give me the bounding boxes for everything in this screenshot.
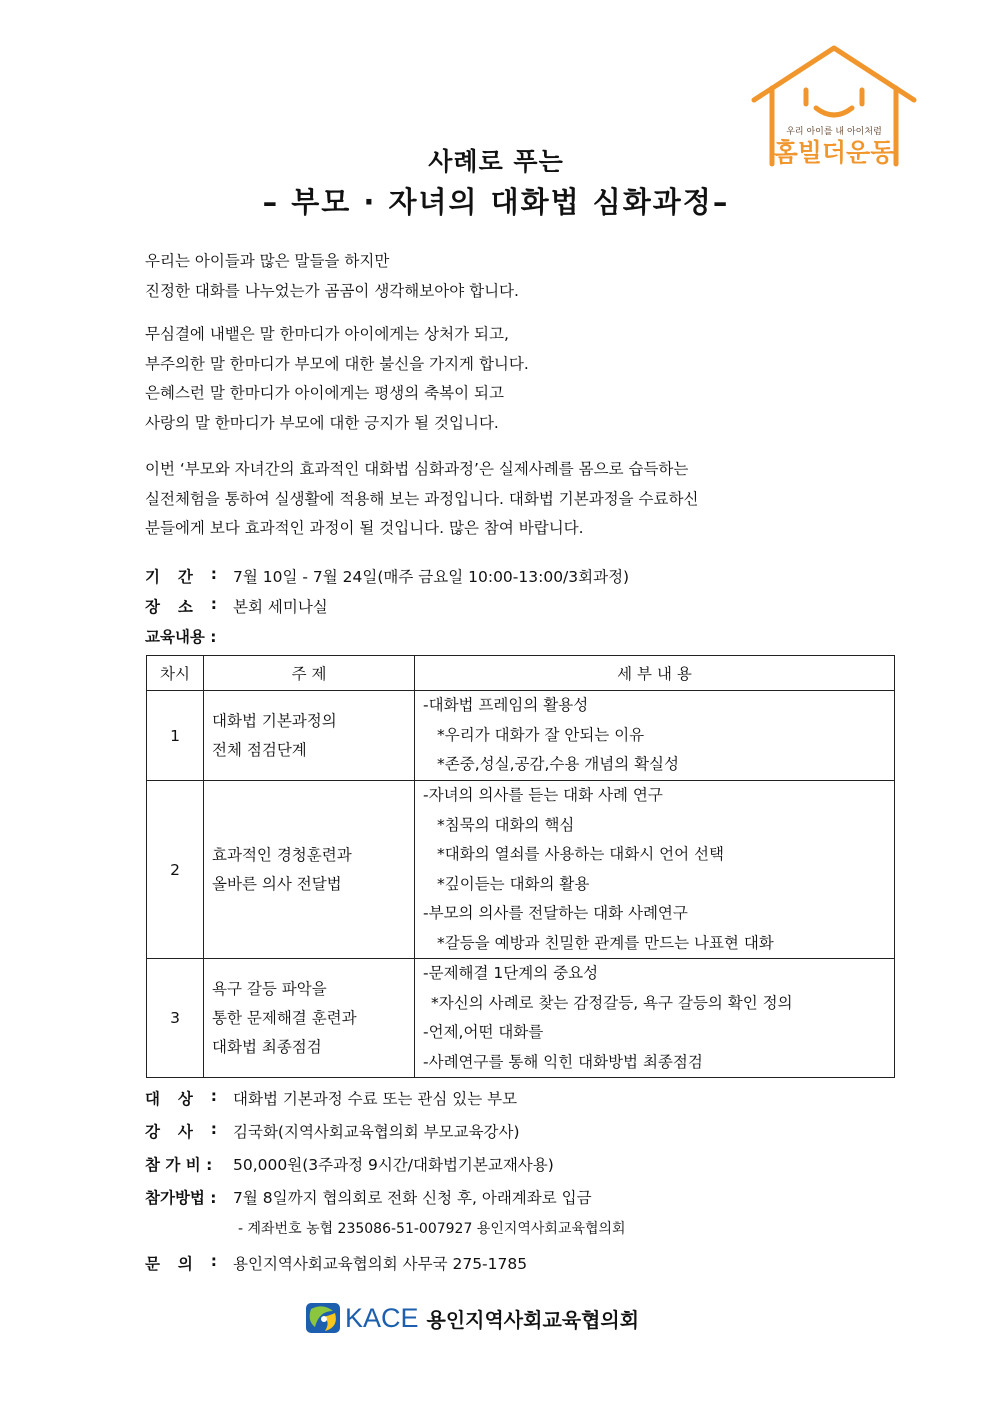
header-details: 세 부 내 용: [415, 656, 895, 691]
period-row: [145, 565, 629, 587]
session-number: 1: [147, 691, 204, 781]
table-row: [147, 781, 895, 959]
target-row: [145, 1087, 517, 1109]
intro-line: 은혜스런 말 한마디가 아이에게는 평생의 축복이 되고: [145, 384, 504, 402]
account-info: - 계좌번호 농협 235086-51-007927 용인지역사회교육협의회: [238, 1221, 626, 1237]
session-details: -문제해결 1단계의 중요성 *자신의 사례로 찾는 감정갈등, 욕구 갈등의 확인 정의 -언제,어떤 대화를 -사례연구를 통해 익힌 대화방법 최종점검: [415, 959, 895, 1078]
method-value: 7월 8일까지 협의회로 전화 신청 후, 아래계좌로 입금: [233, 1189, 592, 1207]
logo-tagline: 우리 아이를 내 아이처럼: [786, 127, 882, 137]
intro-line: 우리는 아이들과 많은 말들을 하지만: [145, 252, 390, 270]
place-row: [145, 595, 328, 617]
intro-line: 사랑의 말 한마디가 부모에 대한 긍지가 될 것입니다.: [145, 413, 499, 432]
place-value: 본회 세미나실: [233, 598, 328, 616]
table-row: [147, 691, 895, 781]
period-label: 기 간 :: [145, 565, 217, 586]
intro-line: 분들에게 보다 효과적인 과정이 될 것입니다. 많은 참여 바랍니다.: [145, 519, 584, 537]
intro-paragraph-3: [145, 455, 865, 544]
kace-org-name: 용인지역사회교육협의회: [426, 1307, 640, 1332]
fee-label: 참 가 비 :: [145, 1156, 213, 1174]
session-topic: 대화법 기본과정의 전체 점검단계: [204, 691, 415, 781]
intro-line: 무심결에 내뱉은 말 한마디가 아이에게는 상처가 되고,: [145, 325, 509, 343]
kace-mark-icon: [305, 1301, 343, 1335]
title-line1: 사례로 푸는: [428, 147, 564, 176]
inquiry-label: 문 의 :: [145, 1252, 217, 1273]
intro-line: 실전체험을 통하여 실생활에 적용해 보는 과정입니다. 대화법 기본과정을 수료하신: [145, 489, 699, 508]
kace-brand: KACE: [345, 1302, 419, 1333]
method-label: 참가방법 :: [145, 1189, 217, 1207]
header-session: 차시: [147, 656, 204, 691]
session-details: -대화법 프레임의 활용성 *우리가 대화가 잘 안되는 이유 *존중,성실,공감,수용 개념의 확실성: [415, 691, 895, 781]
target-value: 대화법 기본과정 수료 또는 관심 있는 부모: [233, 1090, 518, 1108]
method-row: [145, 1186, 592, 1208]
period-value: 7월 10일 - 7월 24일(매주 금요일 10:00-13:00/3회과정): [233, 568, 630, 586]
session-topic: 효과적인 경청훈련과 올바른 의사 전달법: [204, 781, 415, 959]
instructor-label: 강 사 :: [145, 1120, 217, 1141]
session-number: 2: [147, 781, 204, 959]
title-line2: – 부모 · 자녀의 대화법 심화과정–: [262, 185, 730, 219]
place-label: 장 소 :: [145, 595, 217, 616]
intro-paragraph-1: [145, 247, 865, 306]
session-topic: 욕구 갈등 파악을 통한 문제해결 훈련과 대화법 최종점검: [204, 959, 415, 1078]
header-topic: 주 제: [204, 656, 415, 691]
intro-line: 이번 ‘부모와 자녀간의 효과적인 대화법 심화과정’은 실제사례를 몸으로 습득하는: [145, 460, 689, 478]
intro-paragraph-2: [145, 320, 865, 438]
intro-line: 진정한 대화를 나누었는가 곰곰이 생각해보아야 합니다.: [145, 281, 519, 300]
content-label: 교육내용 :: [145, 628, 217, 646]
intro-line: 부주의한 말 한마디가 부모에 대한 불신을 가지게 합니다.: [145, 354, 529, 373]
instructor-value: 김국화(지역사회교육협의회 부모교육강사): [233, 1123, 520, 1141]
session-number: 3: [147, 959, 204, 1078]
schedule-table: [146, 655, 895, 1078]
fee-value: 50,000원(3주과정 9시간/대화법기본교재사용): [233, 1156, 554, 1174]
instructor-row: [145, 1120, 520, 1142]
logo-name: 홈빌더운동: [773, 138, 895, 167]
content-row: [145, 625, 217, 647]
table-header-row: [147, 656, 895, 691]
inquiry-value: 용인지역사회교육협의회 사무국 275-1785: [233, 1255, 528, 1273]
target-label: 대 상 :: [145, 1087, 217, 1108]
table-row: [147, 959, 895, 1078]
session-details: -자녀의 의사를 듣는 대화 사례 연구 *침묵의 대화의 핵심 *대화의 열쇠를 사용하는 대화시 언어 선택 *깊이듣는 대화의 활용 -부모의 의사를 전달하는 대화 사례연구 *갈등을 예방과 친밀한 관계를 만드는 나표현 대화: [415, 781, 895, 959]
kace-logo: [305, 1300, 639, 1336]
fee-row: [145, 1153, 554, 1175]
inquiry-row: [145, 1252, 527, 1274]
